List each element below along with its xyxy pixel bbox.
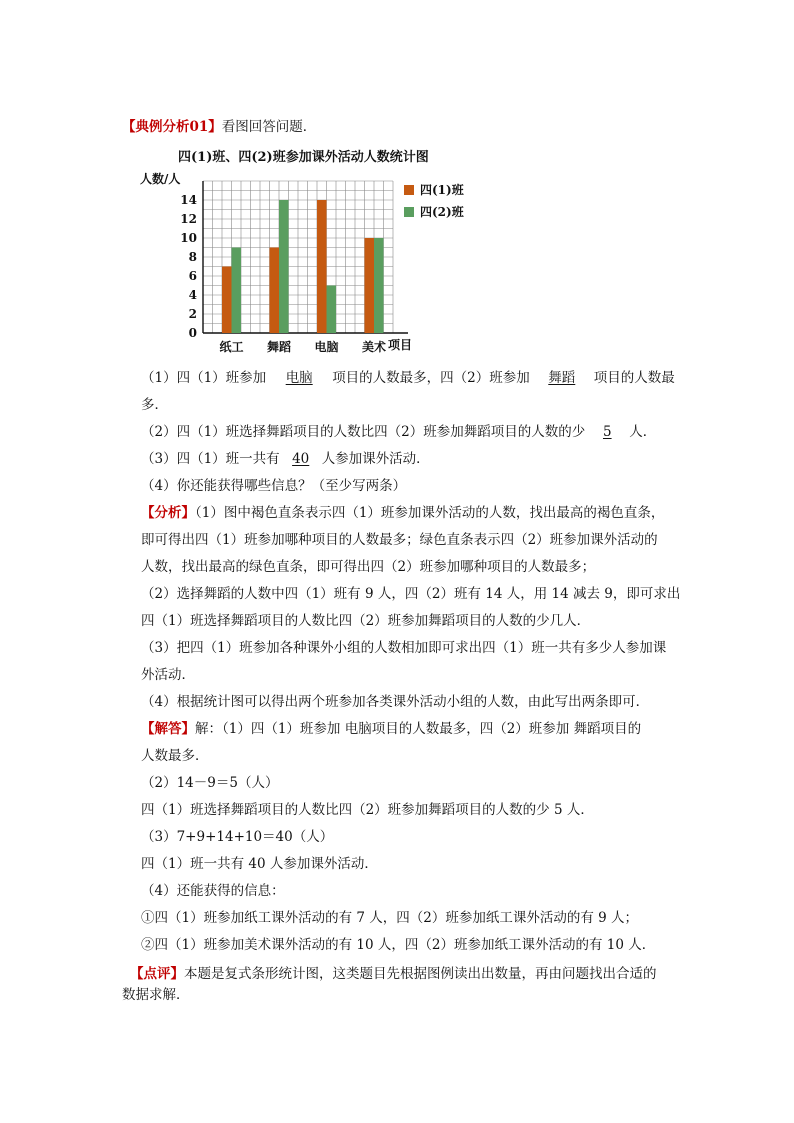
comment-line-2: 数据求解．	[122, 987, 190, 1003]
question-4: （4）你还能获得哪些信息？（至少写两条）	[141, 478, 407, 494]
y-tick-label: 6	[188, 269, 197, 283]
q3-answer-blank: 40	[292, 451, 310, 467]
example-tag: 【典例分析01】	[122, 119, 222, 135]
x-tick-label: 美术	[361, 340, 387, 354]
q1-prefix: （1）四（1）班参加	[141, 370, 267, 386]
y-tick-label: 10	[180, 231, 197, 245]
bar-chart	[140, 143, 476, 359]
bar-1-3	[317, 200, 327, 333]
comment-text-1: 本题是复式条形统计图，这类题目先根据图例读出出数量，再由问题找出合适的	[184, 966, 657, 982]
solution-line-1	[141, 720, 641, 738]
solution-line-9: ②四（1）班参加美术课外活动的有 10 人，四（2）班参加纸工课外活动的有 10 人．	[141, 937, 656, 953]
legend-label: 四(1)班	[420, 183, 464, 197]
q3-suffix: 人参加课外活动．	[321, 451, 430, 467]
analysis-line-3: 人数，找出最高的绿色直条，即可得出四（2）班参加哪种项目的人数最多；	[141, 559, 596, 575]
y-tick-label: 2	[188, 307, 197, 321]
solution-tag: 【解答】	[141, 721, 195, 737]
solution-line-5: （3）7+9+14+10＝40（人）	[141, 829, 334, 845]
q3-prefix: （3）四（1）班一共有	[141, 451, 280, 467]
solution-text-1: 解：（1）四（1）班参加 电脑项目的人数最多，四（2）班参加 舞蹈项目的	[195, 721, 642, 737]
chart-y-axis-label: 人数/人	[140, 172, 181, 186]
bar-2-1	[232, 248, 242, 334]
x-tick-label: 电脑	[314, 340, 339, 354]
analysis-line-2: 即可得出四（1）班参加哪种项目的人数最多；绿色直条表示四（2）班参加课外活动的	[141, 532, 658, 548]
comment-line-1	[130, 965, 657, 983]
y-tick-label: 8	[188, 250, 197, 264]
comment-tag: 【点评】	[130, 966, 184, 982]
question-3	[141, 450, 430, 468]
bar-1-4	[365, 238, 375, 333]
y-tick-label: 14	[180, 193, 197, 207]
bar-2-4	[374, 238, 384, 333]
q1-suffix: 项目的人数最	[593, 370, 675, 386]
bar-1-1	[222, 267, 232, 334]
solution-line-7: （4）还能获得的信息：	[141, 883, 285, 899]
analysis-line-5: 四（1）班选择舞蹈项目的人数比四（2）班参加舞蹈项目的人数的少几人．	[141, 613, 591, 629]
chart-x-axis-label: 项目	[388, 338, 413, 352]
analysis-text-1: （1）图中褐色直条表示四（1）班参加课外活动的人数，找出最高的褐色直条，	[195, 505, 665, 521]
analysis-line-6: （3）把四（1）班参加各种课外小组的人数相加即可求出四（1）班一共有多少人参加课	[141, 640, 667, 656]
analysis-line-4: （2）选择舞蹈的人数中四（1）班有 9 人，四（2）班有 14 人，用 14 减去 9，即可求出	[141, 586, 681, 602]
question-2	[141, 423, 656, 441]
example-heading	[122, 118, 316, 136]
q1-middle: 项目的人数最多，四（2）班参加	[332, 370, 530, 386]
solution-line-8: ①四（1）班参加纸工课外活动的有 7 人，四（2）班参加纸工课外活动的有 9 人；	[141, 910, 639, 926]
x-tick-label: 纸工	[219, 340, 244, 354]
bar-2-2	[279, 200, 289, 333]
q2-suffix: 人．	[629, 424, 657, 440]
analysis-line-8: （4）根据统计图可以得出两个班参加各类课外活动小组的人数，由此写出两条即可．	[141, 694, 650, 710]
solution-line-6: 四（1）班一共有 40 人参加课外活动．	[141, 856, 378, 872]
bar-1-2	[270, 248, 280, 334]
chart-title: 四(1)班、四(2)班参加课外活动人数统计图	[178, 150, 429, 165]
y-tick-label: 4	[188, 288, 197, 302]
question-1-continued: 多．	[141, 397, 168, 413]
legend-swatch	[404, 185, 414, 195]
legend-label: 四(2)班	[420, 205, 464, 219]
solution-line-2: 人数最多．	[141, 748, 209, 764]
q1-answer-blank-1: 电脑	[285, 370, 313, 386]
analysis-tag: 【分析】	[141, 505, 195, 521]
y-tick-label: 12	[180, 212, 197, 226]
x-tick-label: 舞蹈	[266, 340, 292, 354]
analysis-line-7: 外活动．	[141, 667, 195, 683]
legend-swatch	[404, 207, 414, 217]
example-prompt: 看图回答问题．	[221, 119, 317, 135]
solution-line-3: （2）14－9＝5（人）	[141, 775, 279, 791]
q2-prefix: （2）四（1）班选择舞蹈项目的人数比四（2）班参加舞蹈项目的人数的少	[141, 424, 586, 440]
y-tick-label: 0	[188, 326, 197, 340]
question-1	[141, 369, 675, 387]
q1-answer-blank-2: 舞蹈	[548, 370, 576, 386]
solution-line-4: 四（1）班选择舞蹈项目的人数比四（2）班参加舞蹈项目的人数的少 5 人．	[141, 802, 594, 818]
bar-2-3	[327, 286, 337, 334]
analysis-line-1	[141, 504, 664, 522]
q2-answer-blank: 5	[602, 424, 612, 440]
